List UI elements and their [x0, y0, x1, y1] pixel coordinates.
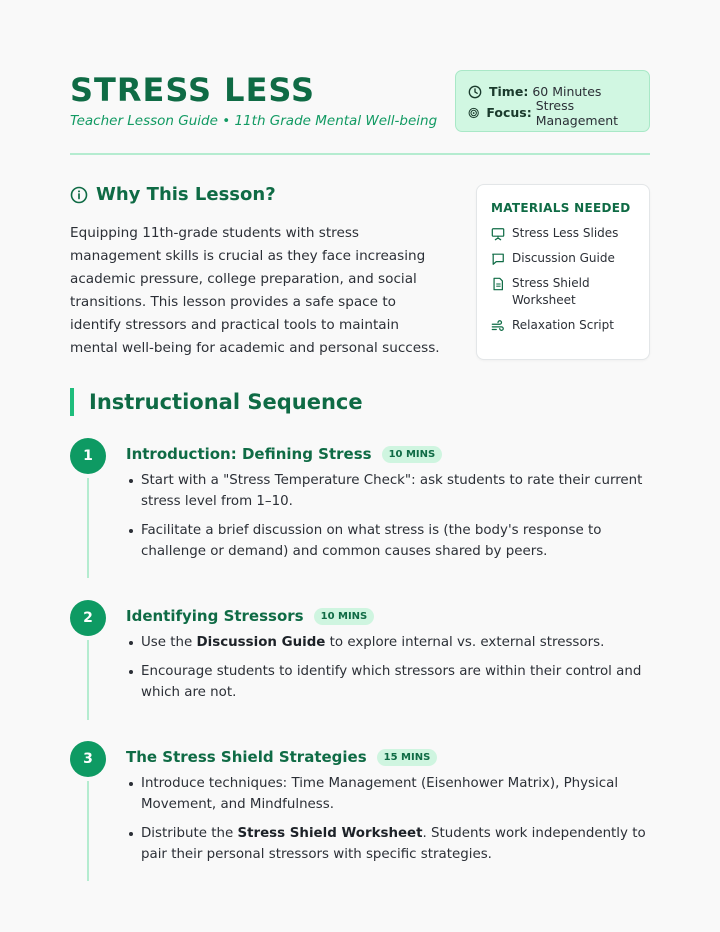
wind-icon — [491, 319, 505, 333]
step-title-row — [126, 748, 437, 766]
clock-icon — [468, 85, 482, 99]
materials-heading: MATERIALS NEEDED — [491, 201, 631, 215]
focus-value: Stress Management — [535, 97, 619, 128]
focus-row — [468, 97, 637, 128]
duration-badge: 10 MINS — [382, 446, 443, 463]
material-item-worksheet — [491, 275, 635, 309]
bullet-item: Introduce techniques: Time Management (Eisenhower Matrix), Physical Movement, and Mindfulness. — [126, 773, 646, 815]
bullet-item: Start with a "Stress Temperature Check": ask students to rate their current stress level from 1–10. — [126, 470, 646, 512]
bullet-text: to explore internal vs. external stressors. — [325, 635, 605, 650]
materials-card — [476, 184, 650, 360]
bullet-emphasis: Stress Shield Worksheet — [237, 826, 423, 841]
focus-label: Focus: — [486, 105, 532, 120]
page-header — [70, 70, 650, 154]
time-label: Time: — [489, 84, 529, 99]
duration-badge: 10 MINS — [314, 608, 375, 625]
info-icon — [70, 186, 88, 204]
lesson-meta-box — [455, 70, 650, 132]
step-number-badge: 2 — [70, 600, 106, 636]
page-subtitle: Teacher Lesson Guide • 11th Grade Mental Well-being — [70, 113, 438, 129]
bullet-item — [126, 632, 646, 653]
material-label: Relaxation Script — [512, 318, 614, 332]
bullet-text: Distribute the — [141, 826, 238, 841]
step-title-row — [126, 607, 374, 625]
material-item-slides — [491, 225, 635, 242]
step-connector-line — [87, 781, 89, 881]
step-title: Identifying Stressors — [126, 607, 304, 625]
step-number-badge: 3 — [70, 741, 106, 777]
material-label: Stress Less Slides — [512, 226, 619, 240]
step-connector-line — [87, 478, 89, 578]
material-item-relaxation-script — [491, 317, 635, 334]
time-value: 60 Minutes — [532, 84, 602, 99]
chat-bubble-icon — [491, 252, 505, 266]
presentation-icon — [491, 227, 505, 241]
step-title: The Stress Shield Strategies — [126, 748, 367, 766]
step-connector-line — [87, 640, 89, 720]
why-heading-row — [70, 184, 276, 205]
material-item-discussion-guide — [491, 250, 635, 267]
bullet-item — [126, 823, 646, 865]
step-number-badge: 1 — [70, 438, 106, 474]
why-body: Equipping 11th-grade students with stress management skills is crucial as they face increasing academic pressure, college preparation, and social transitions. This lesson provides a safe space to identify stressors and practical tools to maintain mental well-being for academic and personal success. — [70, 225, 440, 356]
material-label: Stress Shield Worksheet — [512, 276, 590, 307]
step-title: Introduction: Defining Stress — [126, 445, 372, 463]
bullet-emphasis: Discussion Guide — [196, 635, 326, 650]
material-label: Discussion Guide — [512, 251, 615, 265]
why-heading: Why This Lesson? — [96, 184, 276, 205]
bullet-item: Encourage students to identify which stressors are within their control and which are not. — [126, 661, 646, 703]
bullet-item: Facilitate a brief discussion on what stress is (the body's response to challenge or demand) and common causes shared by peers. — [126, 520, 646, 562]
step-title-row — [126, 445, 442, 463]
bullet-text: Use the — [141, 635, 197, 650]
target-icon — [468, 106, 479, 120]
duration-badge: 15 MINS — [377, 749, 438, 766]
step-bullets — [126, 773, 646, 873]
step-bullets — [126, 632, 646, 711]
document-icon — [491, 277, 505, 291]
step-bullets — [126, 470, 646, 570]
bullet-text: . Students work independently to pair their personal stressors with specific strategies. — [141, 826, 646, 862]
page-title: STRESS LESS — [70, 71, 316, 109]
header-divider — [70, 153, 650, 155]
sequence-heading: Instructional Sequence — [70, 388, 363, 416]
